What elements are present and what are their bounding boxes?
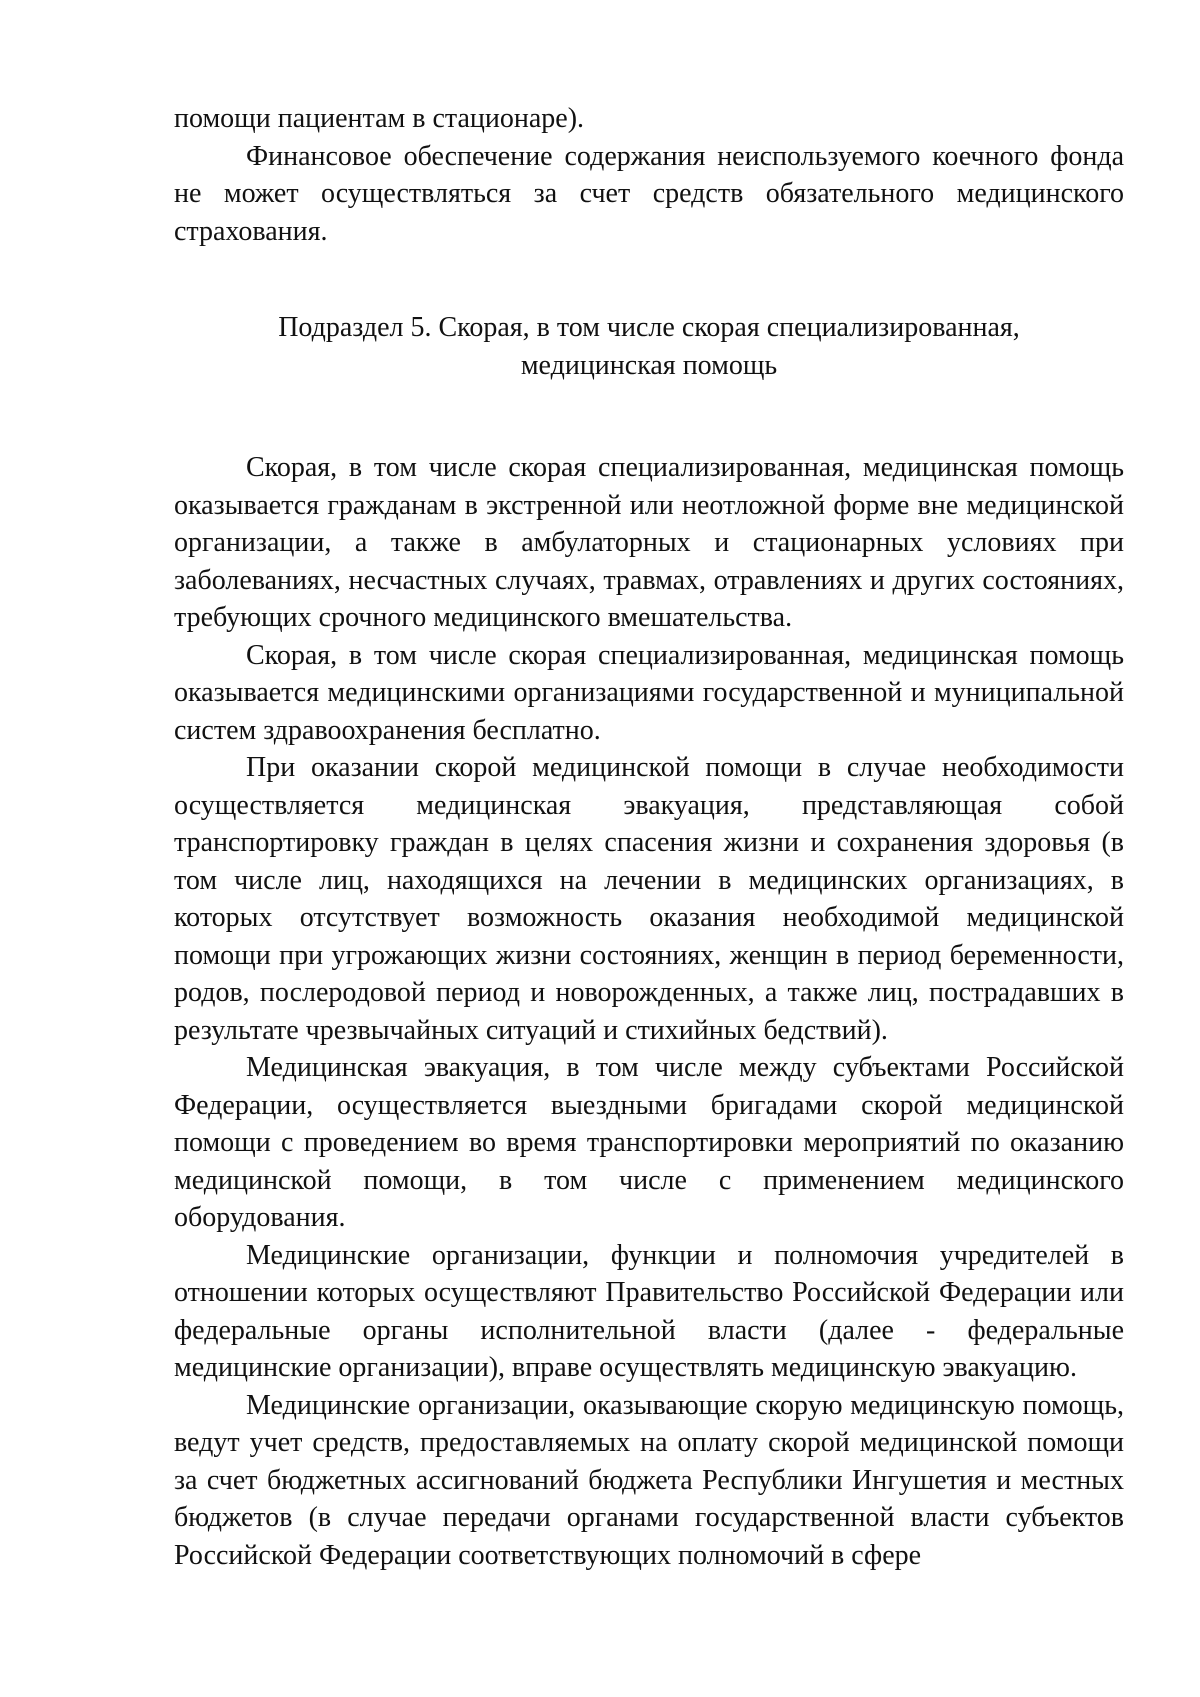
paragraph-free-of-charge: Скорая, в том числе скорая специализированная, медицинская помощь оказывается медицинскими организациями государственной и муниципальной систем здравоохранения бесплатно. — [174, 639, 1124, 746]
paragraph-evacuation-between-regions: Медицинская эвакуация, в том числе между субъектами Российской Федерации, осуществляется выездными бригадами скорой медицинской помощи с проведением во время транспортировки мероприятий по оказанию медицинской помощи, в том числе с применением медицинского оборудования. — [174, 1052, 1124, 1233]
paragraph-emergency-care-definition: Скорая, в том числе скорая специализированная, медицинская помощь оказывается гражданам в экстренной или неотложной форме вне медицинской организации, а также в амбулаторных и стационарных условиях при заболеваниях, несчастных случаях, травмах, отравлениях и других состояниях, требующих срочного медицинского вмешательства. — [174, 452, 1124, 633]
paragraph-continuation: помощи пациентам в стационаре). — [174, 103, 585, 134]
paragraph-medical-evacuation: При оказании скорой медицинской помощи в случае необходимости осуществляется медицинская эвакуация, представляющая собой транспортировку граждан в целях спасения жизни и сохранения здоровья (в том числе лиц, находящихся на лечении в медицинских организациях, в которых отсутствует возможность оказания необходимой медицинской помощи при угрожающих жизни состояниях, женщин в период беременности, родов, послеродовой период и новорожденных, а также лиц, пострадавших в результате чрезвычайных ситуаций и стихийных бедствий). — [174, 752, 1124, 1046]
paragraph-federal-organizations: Медицинские организации, функции и полномочия учредителей в отношении которых осуществляют Правительство Российской Федерации или федеральные органы исполнительной власти (далее - федеральные медицинские организации), вправе осуществлять медицинскую эвакуацию. — [174, 1239, 1124, 1383]
section-heading-line-2: медицинская помощь — [520, 349, 778, 381]
section-heading — [174, 309, 1124, 384]
section-heading-line-1: Подраздел 5. Скорая, в том числе скорая специализированная, — [278, 312, 1020, 343]
document-body — [174, 100, 1124, 1574]
paragraph-accounting-of-funds: Медицинские организации, оказывающие скорую медицинскую помощь, ведут учет средств, предоставляемых на оплату скорой медицинской помощи за счет бюджетных ассигнований бюджета Республики Ингушетия и местных бюджетов (в случае передачи органами государственной власти субъектов Российской Федерации соответствующих полномочий в сфере — [174, 1389, 1124, 1571]
paragraph-bed-fund-financing: Финансовое обеспечение содержания неиспользуемого коечного фонда не может осуществляться за счет средств обязательного медицинского страхования. — [174, 140, 1124, 247]
